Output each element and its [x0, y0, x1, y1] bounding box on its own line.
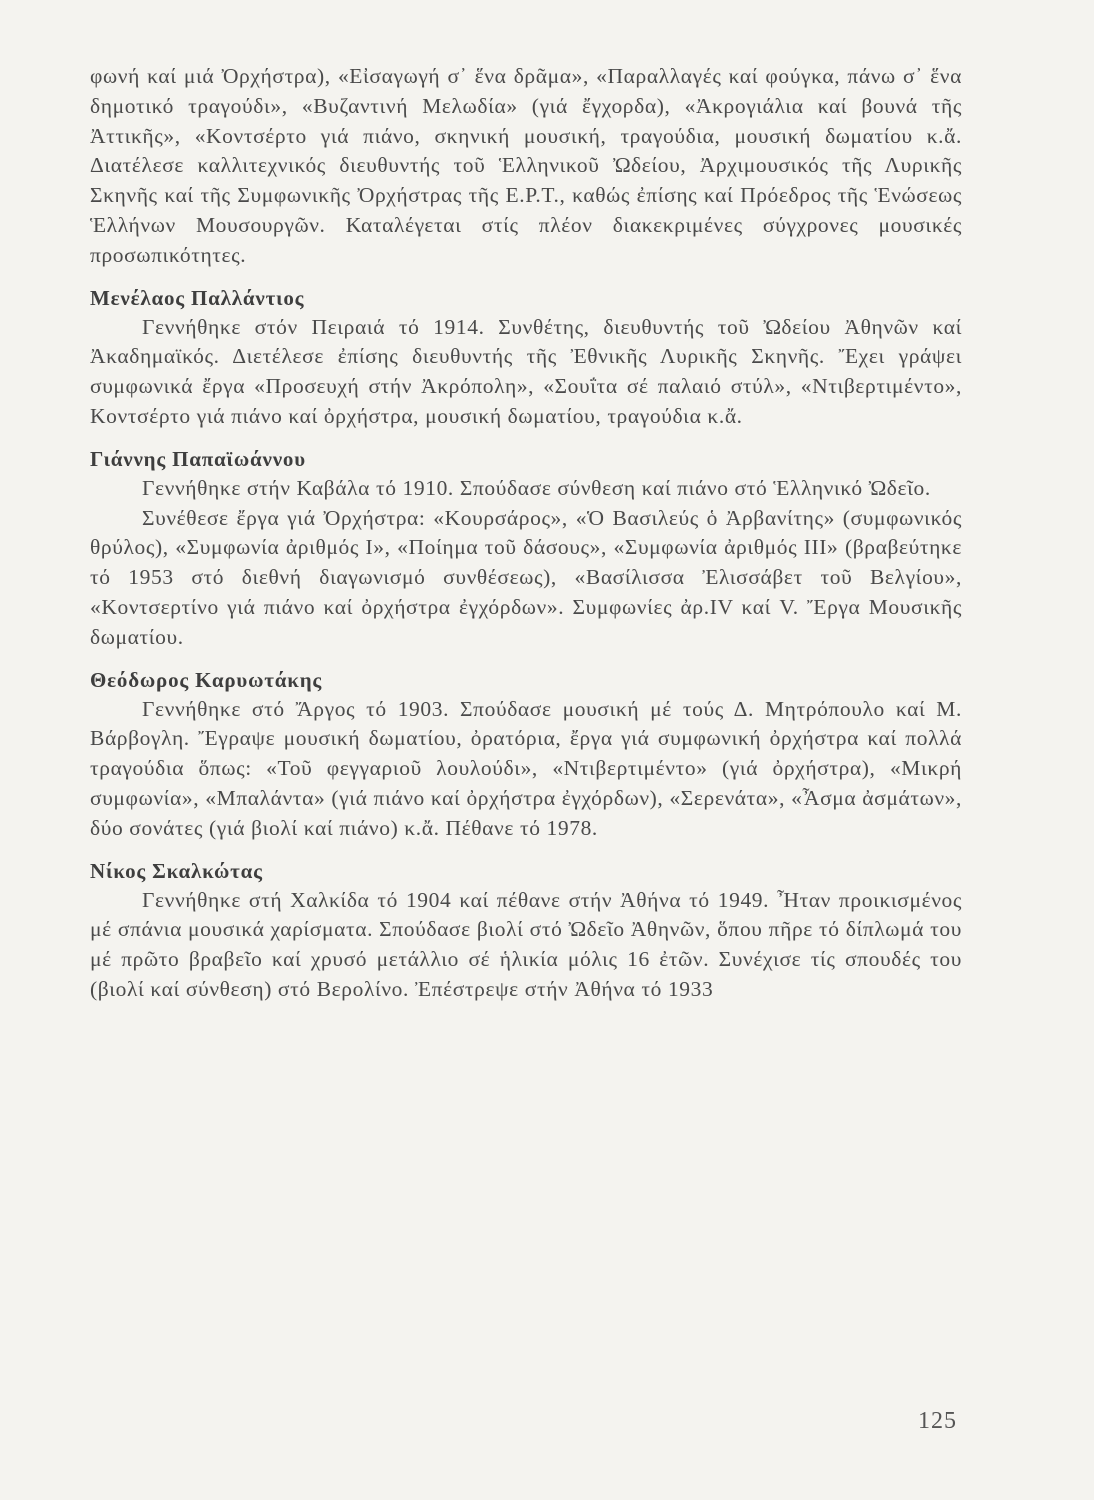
section-pallantios: [90, 283, 962, 432]
section-paragraph: Γεννήθηκε στόν Πειραιά τό 1914. Συνθέτης, διευθυντής τοῦ Ὠδείου Ἀθηνῶν καί Ἀκαδημαϊκός. Διετέλεσε ἐπίσης διευθυντής τῆς Ἐθνικῆς Λυρικῆς Σκηνῆς. Ἔχει γράψει συμφωνικά ἔργα «Προσευχή στήν Ἀκρόπολη», «Σουΐτα σέ παλαιό στύλ», «Ντιβερτιμέντο», Κοντσέρτο γιά πιάνο καί ὀρχήστρα, μουσική δωματίου, τραγούδια κ.ἄ.: [90, 314, 962, 428]
section-paragraph: Συνέθεσε ἔργα γιά Ὀρχήστρα: «Κουρσάρος», «Ὁ Βασιλεύς ὁ Ἀρβανίτης» (συμφωνικός θρύλος), «Συμφωνία ἀριθμός Ι», «Ποίημα τοῦ δάσους», «Συμφωνία ἀριθμός ΙΙΙ» (βραβεύτηκε τό 1953 στό διεθνή διαγωνισμό συνθέσεως), «Βασίλισσα Ἐλισσάβετ τοῦ Βελγίου», «Κοντσερτίνο γιά πιάνο καί ὀρχήστρα ἐγχόρδων». Συμφωνίες ἀρ.IV καί V. Ἔργα Μουσικῆς δωματίου.: [90, 505, 962, 649]
intro-paragraph: φωνή καί μιά Ὀρχήστρα), «Εἰσαγωγή σ᾿ ἕνα δρᾶμα», «Παραλλαγές καί φούγκα, πάνω σ᾿ ἕνα δημοτικό τραγούδι», «Βυζαντινή Μελωδία» (γιά ἔγχορδα), «Ἀκρογιάλια καί βουνά τῆς Ἀττικῆς», «Κοντσέρτο γιά πιάνο, σκηνική μουσική, τραγούδια, μουσική δωματίου κ.ἄ. Διατέλεσε καλλιτεχνικός διευθυντής τοῦ Ἑλληνικοῦ Ὠδείου, Ἀρχιμουσικός τῆς Λυρικῆς Σκηνῆς καί τῆς Συμφωνικῆς Ὀρχήστρας τῆς Ε.Ρ.Τ., καθώς ἐπίσης καί Πρόεδρος τῆς Ἑνώσεως Ἑλλήνων Μουσουργῶν. Καταλέγεται στίς πλέον διακεκριμένες σύγχρονες μουσικές προσωπικότητες.: [90, 64, 962, 267]
section-heading: Νίκος Σκαλκώτας: [90, 858, 263, 883]
section-paragraph: Γεννήθηκε στή Χαλκίδα τό 1904 καί πέθανε στήν Ἀθήνα τό 1949. Ἦταν προικισμένος μέ σπάνια μουσικά χαρίσματα. Σπούδασε βιολί στό Ὠδεῖο Ἀθηνῶν, ὅπου πῆρε τό δίπλωμά του μέ πρῶτο βραβεῖο καί χρυσό μετάλλιο σέ ἡλικία μόλις 16 ἐτῶν. Συνέχισε τίς σπουδές του (βιολί καί σύνθεση) στό Βερολίνο. Ἐπέστρεψε στήν Ἀθήνα τό 1933: [90, 887, 962, 1001]
section-heading: Γιάννης Παπαϊωάννου: [90, 446, 306, 471]
section-heading: Θεόδωρος Καρυωτάκης: [90, 667, 323, 692]
page-number: 125: [918, 1408, 957, 1434]
page-text: [90, 62, 962, 1005]
section-skalkottas: [90, 856, 962, 1005]
section-paragraph: Γεννήθηκε στήν Καβάλα τό 1910. Σπούδασε σύνθεση καί πιάνο στό Ἑλληνικό Ὠδεῖο.: [142, 475, 931, 500]
section-karyotakis: [90, 665, 962, 844]
section-heading: Μενέλαος Παλλάντιος: [90, 285, 305, 310]
section-papaioannou: [90, 444, 962, 653]
section-paragraph: Γεννήθηκε στό Ἄργος τό 1903. Σπούδασε μουσική μέ τούς Δ. Μητρόπουλο καί Μ. Βάρβογλη. Ἔγραψε μουσική δωματίου, ὀρατόρια, ἔργα γιά συμφωνική ὀρχήστρα καί πολλά τραγούδια ὅπως: «Τοῦ φεγγαριοῦ λουλούδι», «Ντιβερτιμέντο» (γιά ὀρχήστρα), «Μικρή συμφωνία», «Μπαλάντα» (γιά πιάνο καί ὀρχήστρα ἐγχόρδων), «Σερενάτα», «Ἆσμα ἀσμάτων», δύο σονάτες (γιά βιολί καί πιάνο) κ.ἄ. Πέθανε τό 1978.: [90, 696, 962, 840]
